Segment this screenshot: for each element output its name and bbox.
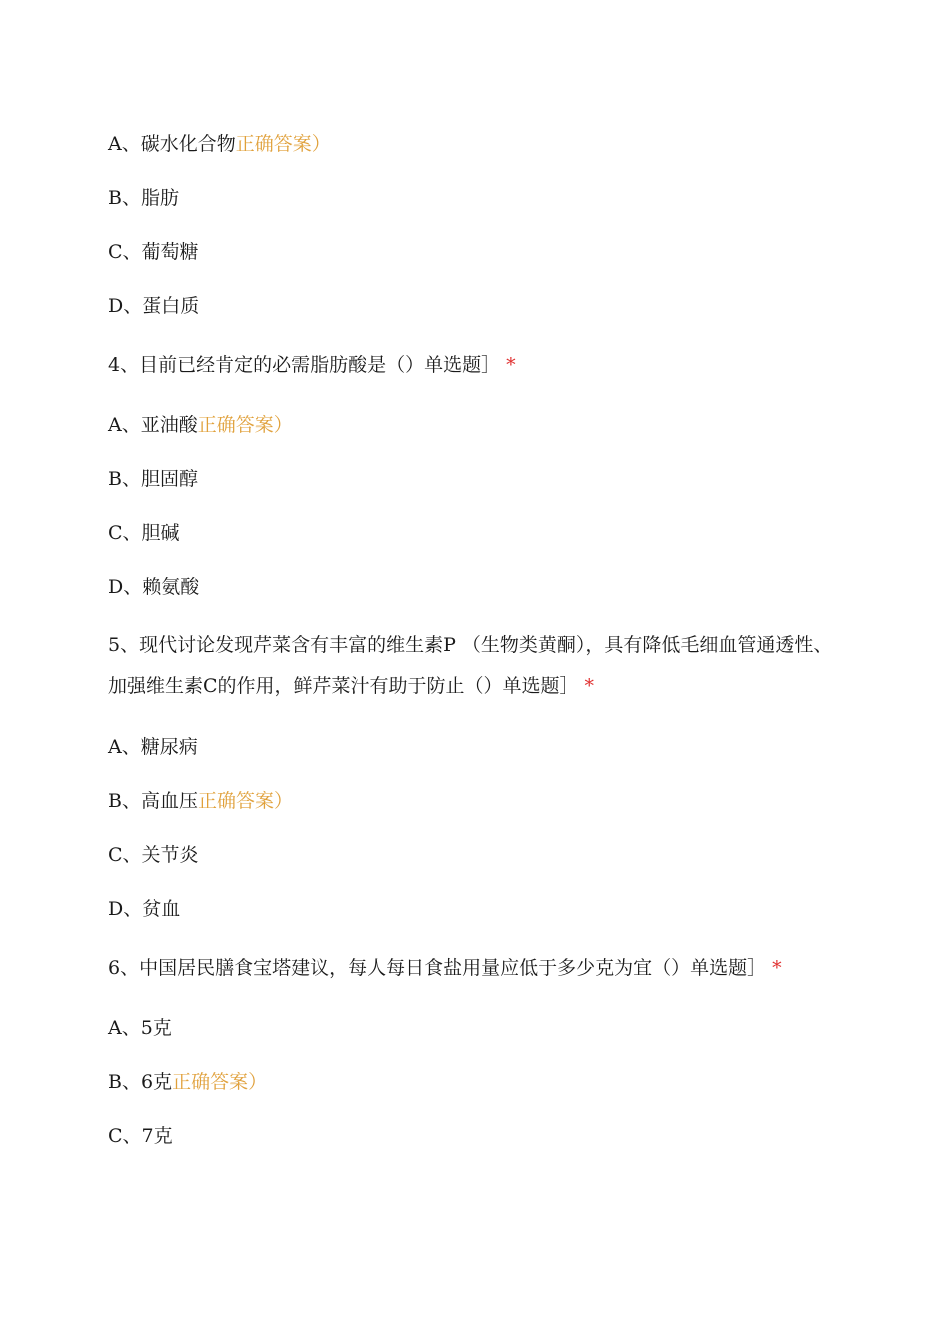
- option-q4-b: [108, 467, 198, 491]
- question-text: 6、中国居民膳食宝塔建议，每人每日食盐用量应低于多少克为宜（）单选题］: [108, 957, 767, 979]
- question-6: [108, 956, 782, 980]
- option-text: B、胆固醇: [108, 468, 198, 490]
- question-text: 5、现代讨论发现芹菜含有丰富的维生素P （生物类黄酮），具有降低毛细血管通透性、加强维生素C的作用，鲜芹菜汁有助于防止（）单选题］: [108, 634, 833, 697]
- option-text: C、葡萄糖: [108, 241, 199, 263]
- option-q4-d: [108, 575, 199, 599]
- option-text: B、脂肪: [108, 187, 179, 209]
- option-text: B、高血压: [108, 790, 198, 812]
- correct-answer-mark: 正确答案）: [197, 790, 293, 812]
- option-text: A、糖尿病: [108, 736, 198, 758]
- required-mark: *: [506, 354, 516, 376]
- option-text: C、胆碱: [108, 522, 180, 544]
- option-text: A、5克: [108, 1017, 172, 1039]
- option-q3-c: [108, 240, 199, 264]
- option-q6-a: [108, 1016, 172, 1040]
- option-q4-a: [108, 413, 293, 437]
- required-mark: *: [772, 957, 782, 979]
- correct-answer-mark: 正确答案）: [197, 414, 293, 436]
- option-text: D、赖氨酸: [108, 576, 200, 598]
- option-q5-c: [108, 843, 199, 867]
- option-q5-b: [108, 789, 293, 813]
- option-text: C、7克: [108, 1125, 173, 1147]
- correct-answer-mark: 正确答案）: [235, 133, 331, 155]
- correct-answer-mark: 正确答案）: [172, 1071, 268, 1093]
- question-4: [108, 353, 516, 377]
- option-text: A、亚油酸: [108, 414, 198, 436]
- option-text: D、蛋白质: [108, 295, 200, 317]
- required-mark: *: [584, 675, 595, 697]
- option-q6-b: [108, 1070, 267, 1094]
- option-q3-b: [108, 186, 179, 210]
- option-q5-a: [108, 735, 198, 759]
- option-text: D、贫血: [108, 898, 181, 920]
- option-q6-c: [108, 1124, 173, 1148]
- option-q3-d: [108, 294, 199, 318]
- question-5: [108, 625, 838, 707]
- option-text: C、关节炎: [108, 844, 199, 866]
- question-text: 4、目前已经肯定的必需脂肪酸是（）单选题］: [108, 354, 501, 376]
- option-text: B、6克: [108, 1071, 173, 1093]
- option-q5-d: [108, 897, 180, 921]
- option-q3-a: [108, 132, 331, 156]
- option-q4-c: [108, 521, 180, 545]
- option-text: A、碳水化合物: [108, 133, 236, 155]
